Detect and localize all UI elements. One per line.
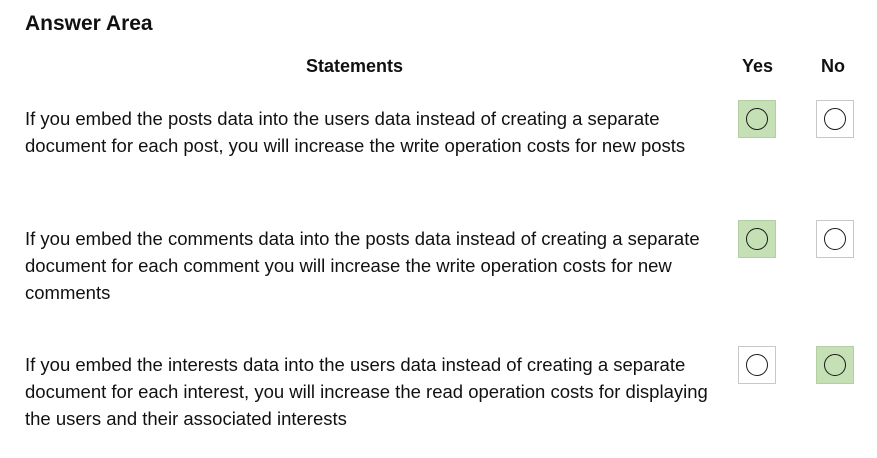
statement-3-no-radio[interactable] bbox=[816, 346, 854, 384]
statement-3-yes-radio[interactable] bbox=[738, 346, 776, 384]
radio-circle-icon bbox=[824, 354, 846, 376]
radio-circle-icon bbox=[746, 108, 768, 130]
radio-circle-icon bbox=[824, 108, 846, 130]
answer-area-title: Answer Area bbox=[25, 12, 153, 35]
statement-3-text: If you embed the interests data into the users data instead of creating a separate document for each interest, you will increase the read operation costs for displaying the users and their associated interests bbox=[25, 354, 708, 429]
statements-header: Statements bbox=[306, 56, 404, 76]
statement-1-yes-radio[interactable] bbox=[738, 100, 776, 138]
statement-2-text: If you embed the comments data into the posts data instead of creating a separate document for each comment you will increase the write operation costs for new comments bbox=[25, 228, 700, 303]
statement-1-no-radio[interactable] bbox=[816, 100, 854, 138]
statement-2-no-radio[interactable] bbox=[816, 220, 854, 258]
no-header: No bbox=[821, 56, 845, 76]
radio-circle-icon bbox=[824, 228, 846, 250]
statement-1-text: If you embed the posts data into the users data instead of creating a separate document for each post, you will increase the write operation costs for new posts bbox=[25, 108, 686, 156]
radio-circle-icon bbox=[746, 228, 768, 250]
radio-circle-icon bbox=[746, 354, 768, 376]
yes-header: Yes bbox=[742, 56, 774, 76]
statement-2-yes-radio[interactable] bbox=[738, 220, 776, 258]
